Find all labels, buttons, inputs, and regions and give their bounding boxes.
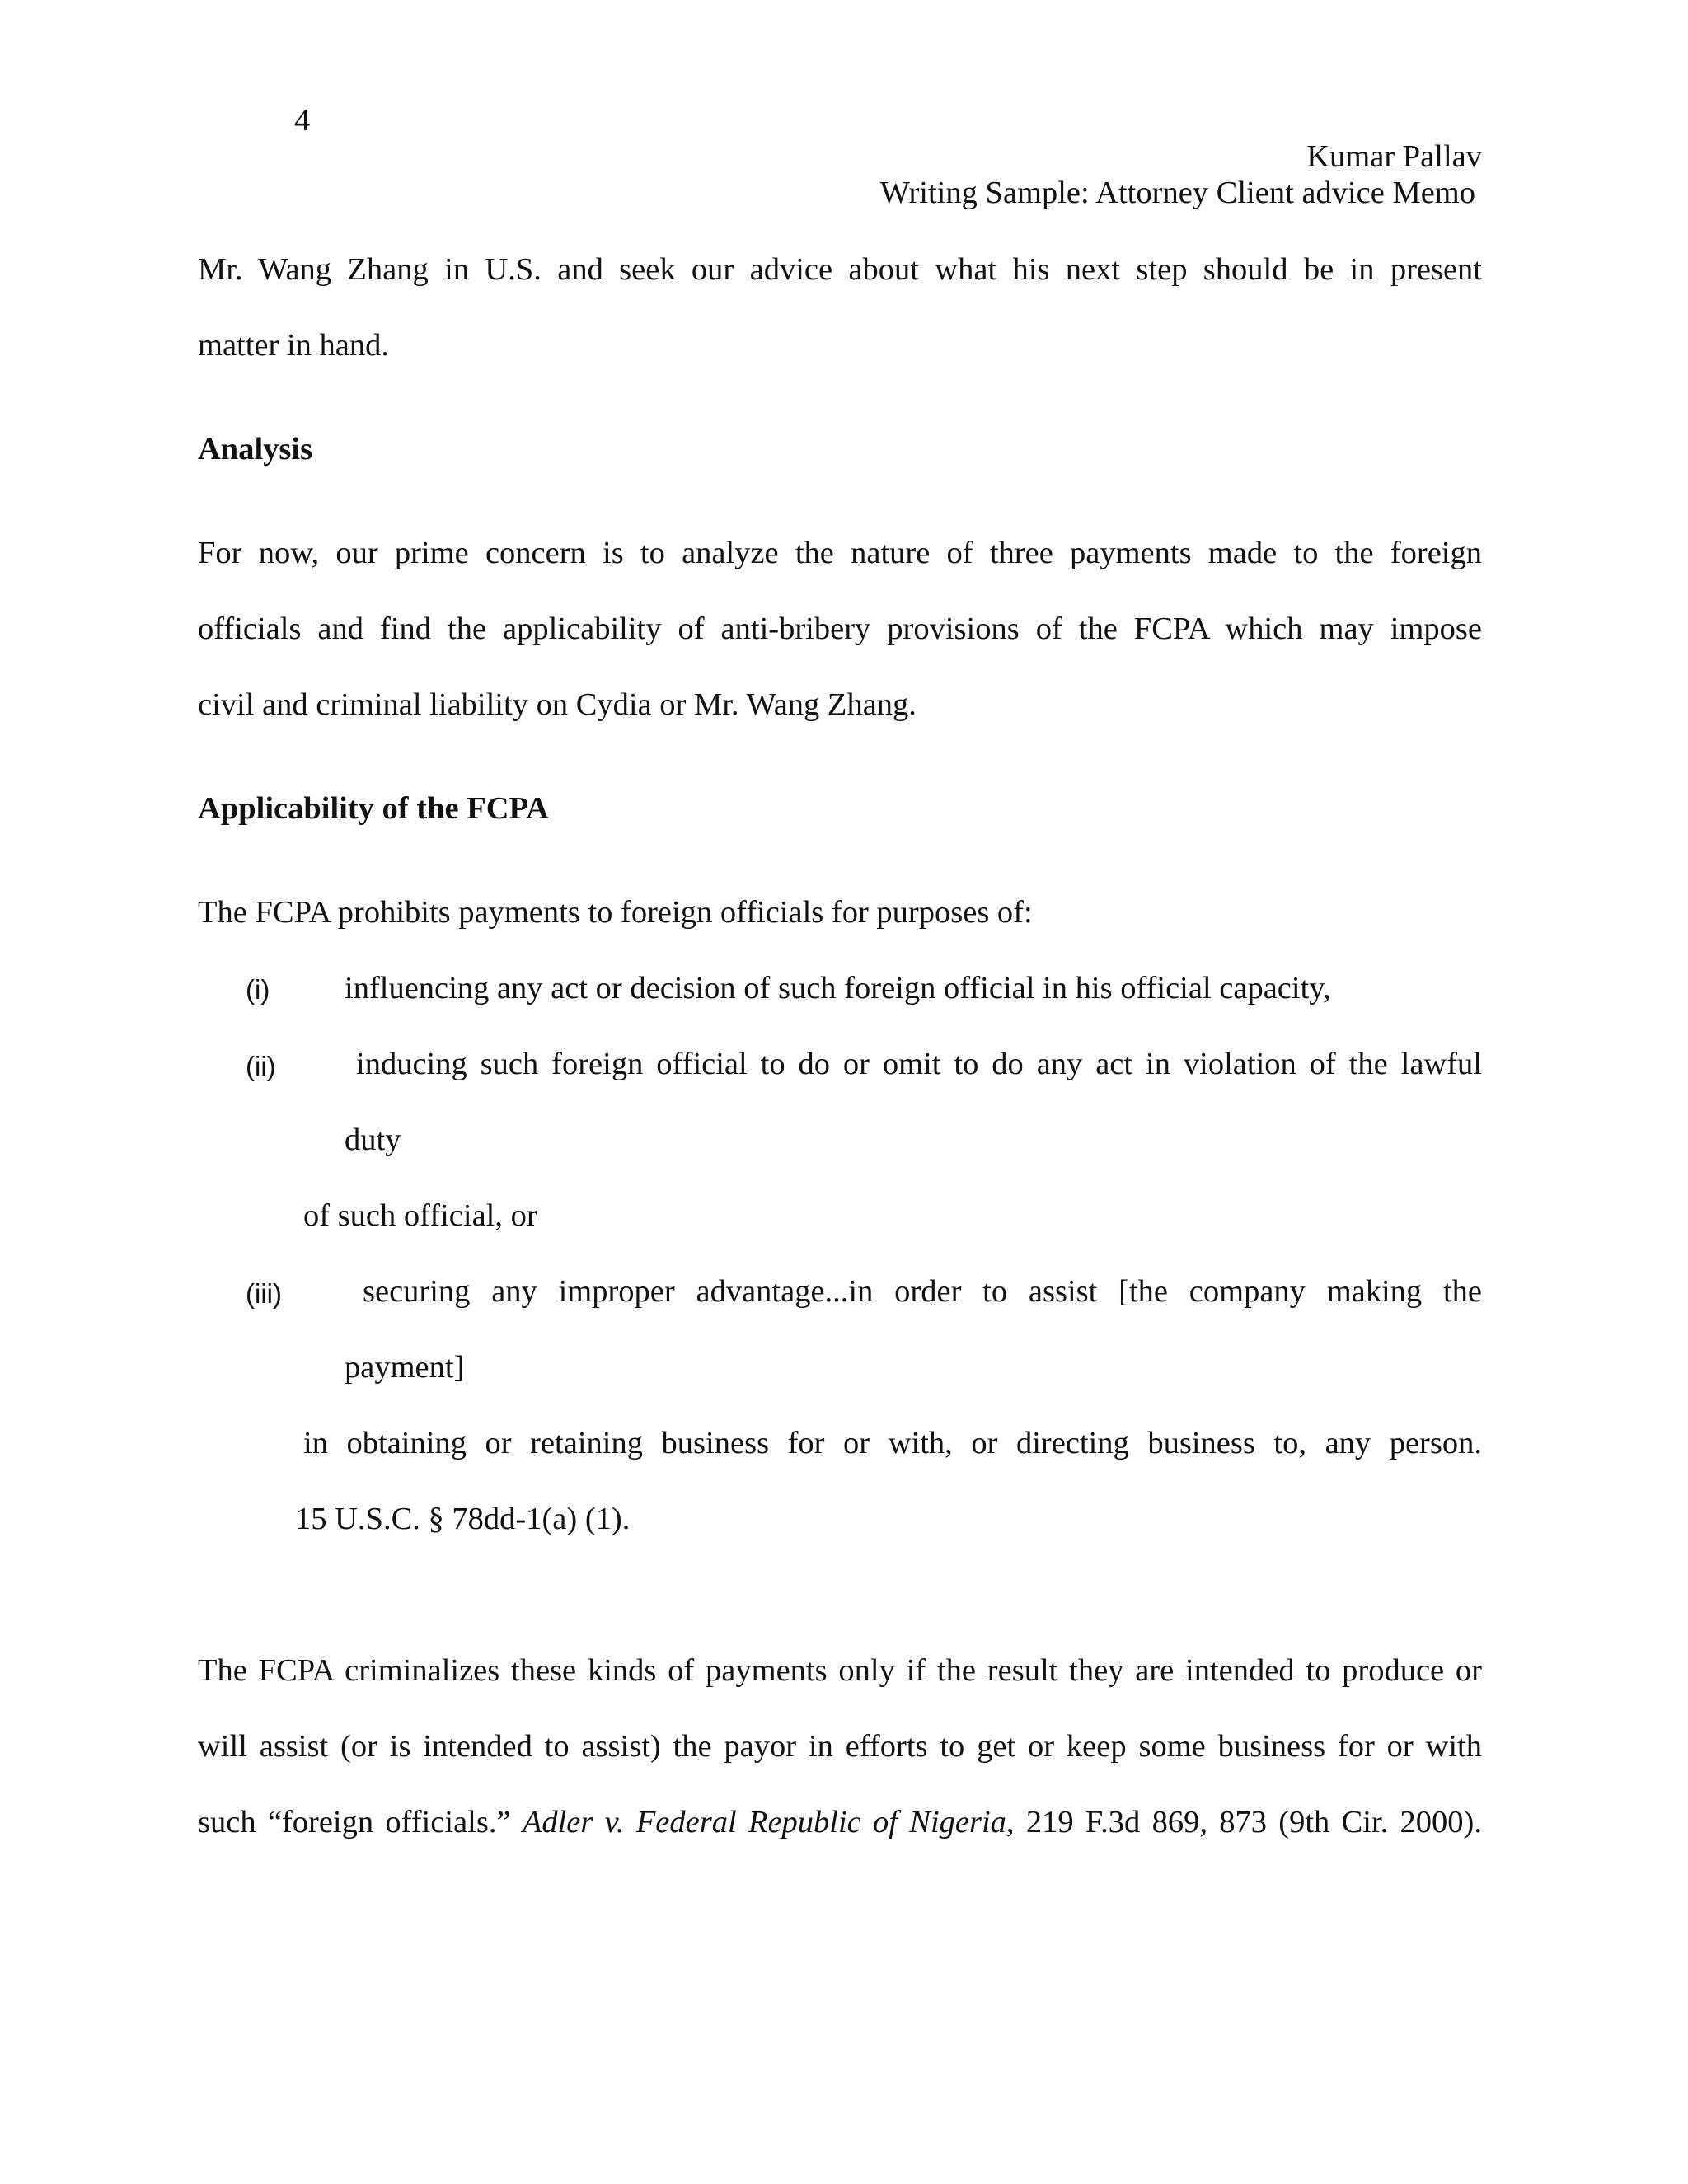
author-name: Kumar Pallav: [1306, 139, 1482, 174]
list-item-iii-line-2: payment]: [345, 1350, 465, 1385]
list-item-iii-line-1: securing any improper advantage...in order to assist [the company making the: [363, 1274, 1482, 1309]
criminalizes-line-1: The FCPA criminalizes these kinds of payments only if the result they are intended to produce or: [198, 1653, 1482, 1688]
analysis-heading: Analysis: [198, 432, 313, 466]
list-marker-iii: (iii): [246, 1278, 282, 1309]
list-item-ii-line-3: of such official, or: [303, 1198, 537, 1233]
page-number: 4: [294, 103, 311, 138]
analysis-line-3: civil and criminal liability on Cydia or Mr. Wang Zhang.: [198, 687, 917, 722]
list-marker-ii: (ii): [246, 1051, 276, 1081]
document-subtitle: Writing Sample: Attorney Client advice Memo: [879, 176, 1475, 210]
criminalizes-line-3: [198, 1807, 1482, 1839]
list-marker-i: (i): [246, 974, 270, 1005]
list-item-ii-line-1: inducing such foreign official to do or omit to do any act in violation of the lawful: [356, 1047, 1482, 1081]
criminalizes-line-2: will assist (or is intended to assist) the payor in efforts to get or keep some business for or with: [198, 1729, 1482, 1764]
prohibits-intro: The FCPA prohibits payments to foreign officials for purposes of:: [198, 895, 1033, 930]
analysis-line-2: officials and find the applicability of anti-bribery provisions of the FCPA which may impose: [198, 612, 1482, 646]
applicability-heading: Applicability of the FCPA: [198, 791, 549, 826]
analysis-line-1: For now, our prime concern is to analyze the nature of three payments made to the foreign: [198, 536, 1482, 570]
intro-line-1: Mr. Wang Zhang in U.S. and seek our advice about what his next step should be in present: [198, 252, 1482, 287]
list-item-iii-line-3: in obtaining or retaining business for or with, or directing business to, any person.: [303, 1426, 1482, 1460]
statute-citation: 15 U.S.C. § 78dd-1(a) (1).: [295, 1502, 631, 1536]
intro-line-2: matter in hand.: [198, 328, 389, 363]
list-item-ii-line-2: duty: [345, 1122, 401, 1157]
case-name: Adler v. Federal Republic of Nigeria: [522, 1805, 1006, 1840]
case-citation: , 219 F.3d 869, 873 (9th Cir. 2000).: [1006, 1805, 1482, 1840]
criminalizes-line-3-pre: such “foreign officials.”: [198, 1805, 523, 1840]
list-item-i-line-1: influencing any act or decision of such foreign official in his official capacity,: [345, 971, 1331, 1005]
